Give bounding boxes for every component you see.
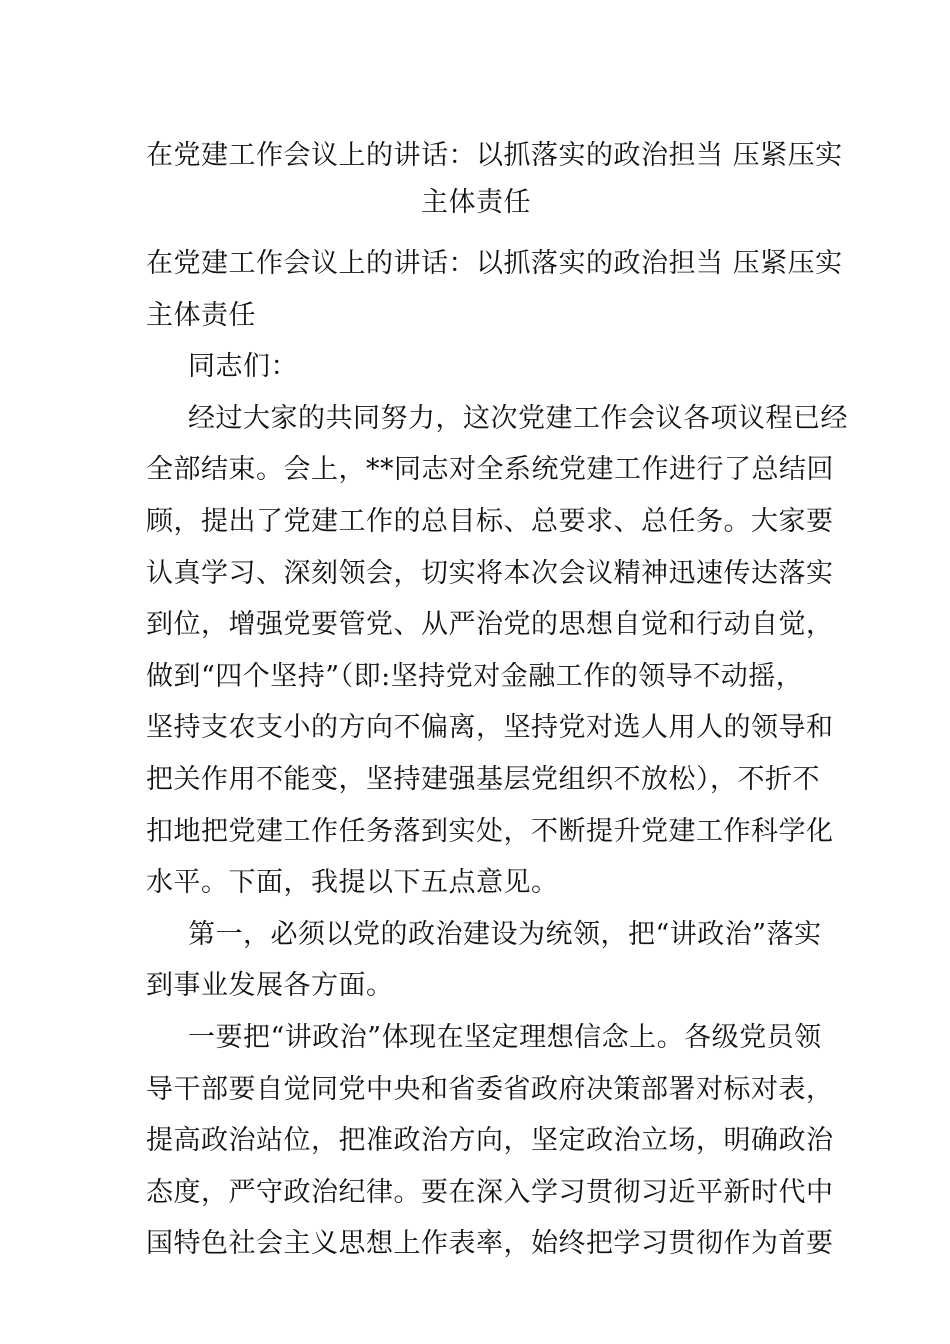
subtitle-line: 主体责任: [146, 299, 256, 331]
paragraph-line: 水平。下面，我提以下五点意见。: [146, 867, 559, 899]
paragraph-line: 顾，提出了党建工作的总目标、总要求、总任务。大家要: [146, 505, 834, 537]
title-line: 在党建工作会议上的讲话：以抓落实的政治担当 压紧压实: [146, 140, 843, 171]
title-line: 主体责任: [421, 187, 531, 218]
salutation: 同志们：: [188, 351, 298, 383]
subtitle-line: 在党建工作会议上的讲话：以抓落实的政治担当 压紧压实: [146, 248, 843, 279]
paragraph-line: 提高政治站位，把准政治方向，坚定政治立场，明确政治: [146, 1125, 834, 1157]
paragraph-line: 认真学习、深刻领会，切实将本次会议精神迅速传达落实: [146, 557, 834, 589]
paragraph-line: 坚持支农支小的方向不偏离，坚持党对选人用人的领导和: [146, 712, 834, 744]
document-title: [146, 132, 843, 226]
paragraph-line: 到事业发展各方面。: [146, 970, 394, 1002]
paragraph-line: 态度，严守政治纪律。要在深入学习贯彻习近平新时代中: [146, 1176, 834, 1208]
paragraph-line: 国特色社会主义思想上作表率，始终把学习贯彻作为首要: [146, 1228, 834, 1260]
paragraph-line: 到位，增强党要管党、从严治党的思想自觉和行动自觉，: [146, 609, 834, 641]
paragraph-line: 全部结束。会上，**同志对全系统党建工作进行了总结回: [146, 454, 834, 486]
paragraph-line: 导干部要自觉同党中央和省委省政府决策部署对标对表，: [146, 1073, 834, 1105]
paragraph-line: 扣地把党建工作任务落到实处，不断提升党建工作科学化: [146, 815, 834, 847]
paragraph-line: 一要把“讲政治”体现在坚定理想信念上。各级党员领: [188, 1021, 822, 1053]
paragraph-line: 把关作用不能变，坚持建强基层党组织不放松），不折不: [146, 763, 820, 795]
document-body: [146, 238, 848, 1270]
paragraph-line: 第一，必须以党的政治建设为统领，把“讲政治”落实: [188, 918, 822, 950]
paragraph-line: 做到“四个坚持”（即:坚持党对金融工作的领导不动摇，: [146, 660, 804, 692]
paragraph-line: 经过大家的共同努力，这次党建工作会议各项议程已经: [188, 402, 848, 434]
